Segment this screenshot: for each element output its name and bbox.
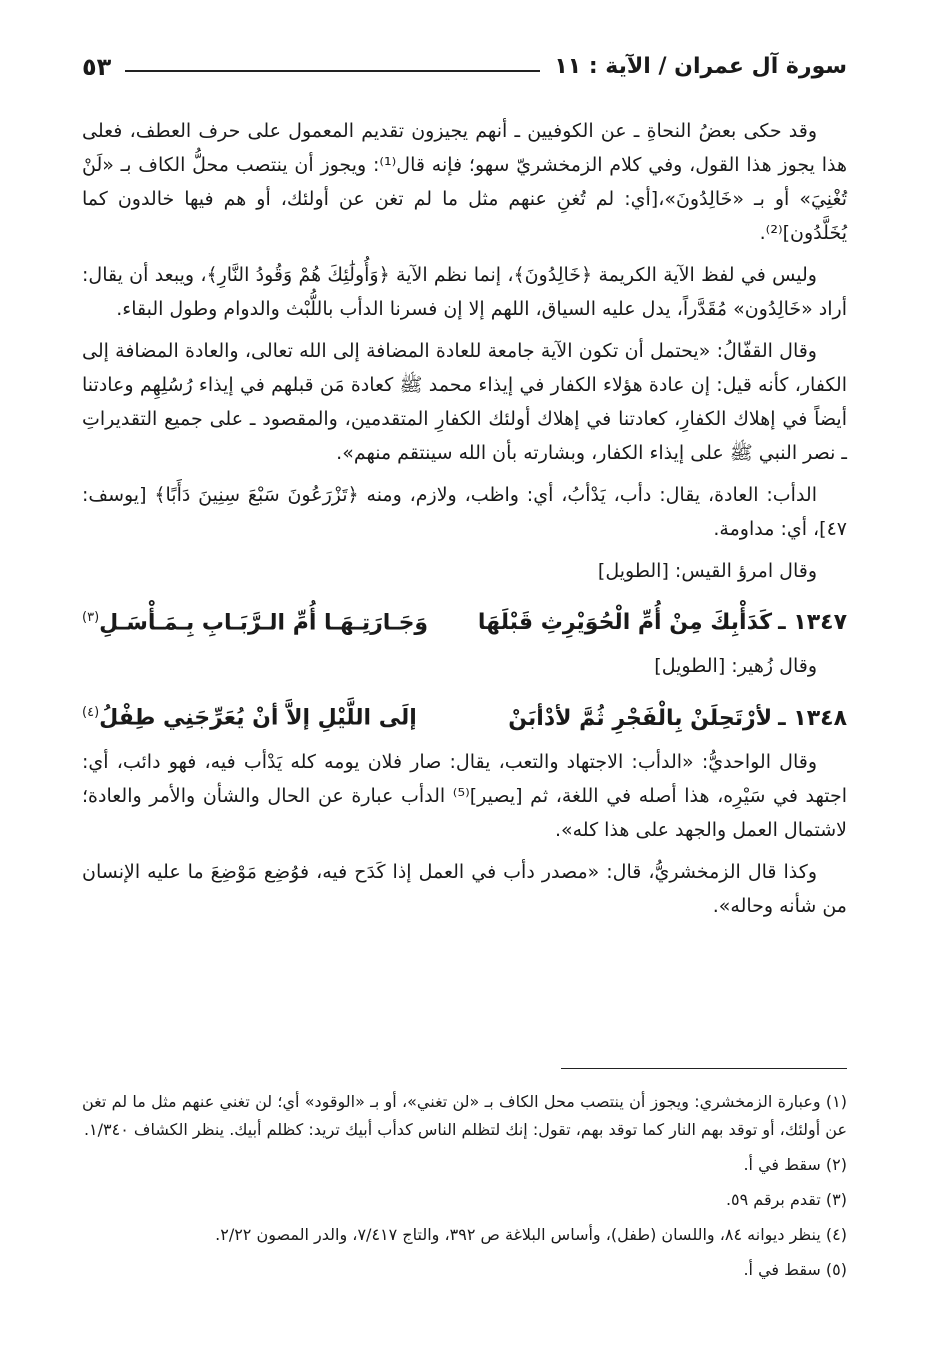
footnote-2: (٢) سقط في أ. <box>743 1155 847 1174</box>
footnote-1: (١) وعبارة الزمخشري: ويجوز أن ينتصب محل الكاف بـ «لن تغني»، أو بـ «الوقود» أي؛ لن تغني عنهم مثل ما لم تغن عن أولئك، أو توقد بهم النار كما توقد بهم، تقول: إنك لتظلم الناس كدأب أبيك تريد: كظلم أبيك. ينظر الكشاف ١/٣٤٠. <box>82 1092 847 1139</box>
footnote-ref: (٤) <box>82 705 100 721</box>
page-number: ٥٣ <box>82 53 112 81</box>
paragraph-2: وليس في لفظ الآية الكريمة ﴿خَالِدُونَ﴾، إنما نظم الآية ﴿وَأُولَٰئِكَ هُمْ وَقُودُ النَّارِ﴾، ويبعد أن يقال: أراد «خَالِدُون» مُقَدَّراً، يدل عليه السياق، اللهم إلا إن فسرنا الدأب باللُّبْث والدوام وطول البقاء. <box>82 264 847 320</box>
footnotes <box>82 1088 847 1291</box>
verse-second-hemistich <box>82 596 428 645</box>
main-text <box>82 114 847 923</box>
verse-first-hemistich: لأرْتَحِلَنْ بِالْفَجْرِ ثُمَّ لأدْأبَنْ <box>508 705 773 731</box>
page-header <box>82 46 847 82</box>
surah-verse-title: سورة آل عمران / الآية : ١١ <box>554 54 847 79</box>
verse-second-hemistich-text: وَجَـارَتِـهَـا أُمِّ الـرَّبَـابِ بِـمَـأْسَـلِ <box>99 610 429 636</box>
verse-number: ١٣٤٧ ـ <box>778 610 847 636</box>
verse-first-hemistich: كَدَأْبِكَ مِنْ أُمِّ الْحُوَيْرِثِ قَبْلَهَا <box>477 610 773 636</box>
poem-verse-1348 <box>82 691 847 740</box>
verse-number: ١٣٤٨ ـ <box>778 705 847 731</box>
verse-second-hemistich-text: إلَى اللَّيْلِ إلاَّ أنْ يُعَرِّجَنِي طِفْلُ <box>99 705 417 731</box>
footnote-3: (٣) تقدم برقم ٥٩. <box>725 1190 847 1209</box>
header-rule <box>125 70 540 72</box>
paragraph-1: وقد حكى بعضُ النحاةِ ـ عن الكوفيين ـ أنهم يجيزون تقديم المعمول على حرف العطف، فعلى هذا يجوز هذا القول، وفي كلام الزمخشريّ سهو؛ فإنه قال⁽¹⁾: ويجوز أن ينتصب محلُّ الكاف بـ «لَنْ تُغْنِيَ» أو بـ «خَالِدُونَ»،[أي: لم تُغنِ عنهم مثل ما لم تغن عن أولئك، أو هم فيها خالدون كما يُخَلَّدُون]⁽²⁾. <box>82 120 847 244</box>
footnote-separator <box>561 1068 847 1069</box>
paragraph-6: وكذا قال الزمخشريُّ، قال: «مصدر دأب في العمل إذا كَدَح فيه، فوُضِع مَوْضِعَ ما عليه الإنسان من شأنه وحاله». <box>82 860 847 917</box>
poet-intro-1: وقال امرؤ القيس: [الطويل] <box>597 560 817 582</box>
paragraph-5: وقال الواحديُّ: «الدأب: الاجتهاد والتعب، يقال: صار فلان يومه كله يَدْأب فيه، فهو دائب، أي: اجتهد في سَيْرِه، هذا أصله في اللغة، ثم [يصير]⁽⁵⁾ الدأب عبارة عن الحال والشأن والأمر والعادة؛ لاشتمال العمل والجهد على هذا كله». <box>82 750 848 841</box>
paragraph-4: الدأب: العادة، يقال: دأب، يَدْأبُ، أي: واظب، ولازم، ومنه ﴿تَزْرَعُونَ سَبْعَ سِنِينَ دَأَبًا﴾ [يوسف: ٤٧]، أي: مداومة. <box>82 484 847 540</box>
footnote-5: (٥) سقط في أ. <box>743 1260 847 1279</box>
footnote-4: (٤) ينظر ديوانه ٨٤، واللسان (طفل)، وأساس البلاغة ص ٣٩٢، والتاج ٧/٤١٧، والدر المصون ٢/٢٢. <box>215 1225 847 1244</box>
poem-verse-1347 <box>82 596 847 645</box>
paragraph-3: وقال القفّالُ: «يحتمل أن تكون الآية جامعة للعادة المضافة إلى الله تعالى، والعادة المضافة إلى الكفار، كأنه قيل: إن عادة هؤلاء الكفار في إيذاء محمد ﷺ كعادة مَن قبلهم في إيذاء رُسُلِهِم وعادتنا أيضاً في إهلاك الكفارِ، كعادتنا في إهلاك أولئك الكفارِ المتقدمين، والمقصود ـ على جميع التقديراتِ ـ نصر النبي ﷺ على إيذاء الكفار، وبشارته بأن الله سينتقم منهم». <box>82 340 847 464</box>
footnote-ref: (٣) <box>82 610 100 625</box>
poet-intro-2: وقال زُهير: [الطويل] <box>654 655 817 678</box>
verse-second-hemistich <box>82 691 427 740</box>
